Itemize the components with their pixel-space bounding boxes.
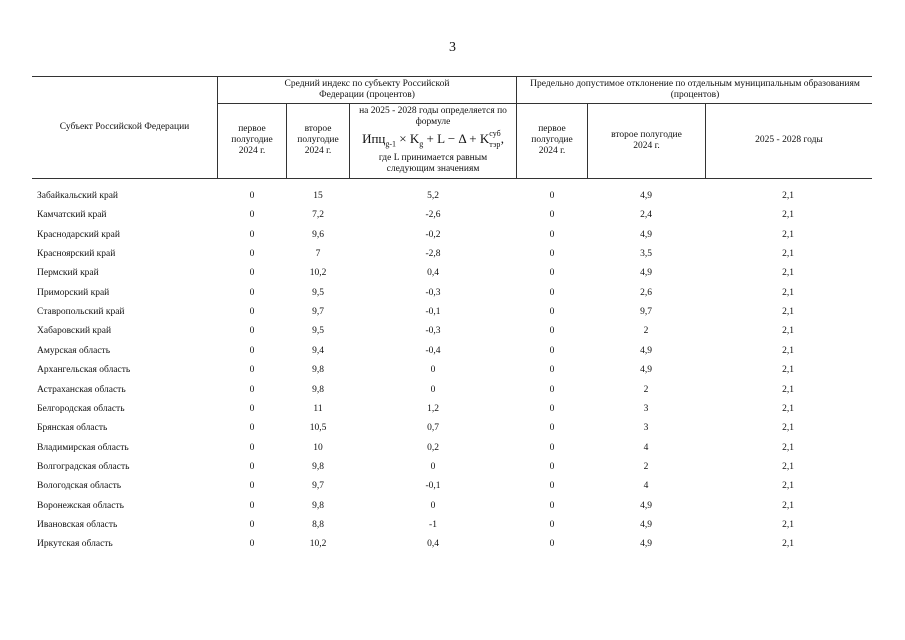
table-row (32, 343, 872, 362)
header-dev-h1: первое полугодие 2024 г. (531, 124, 573, 156)
row-value-a2: 9,5 (312, 326, 324, 337)
row-value-a1: 0 (249, 307, 255, 318)
table-row (32, 188, 872, 207)
row-value-d1: 0 (549, 539, 555, 550)
row-subject-name: Архангельская область (37, 365, 131, 376)
header-divider (516, 77, 517, 178)
row-value-a1: 0 (249, 500, 255, 511)
row-value-d3: 2,1 (782, 500, 794, 511)
row-value-a2: 10,2 (309, 539, 327, 550)
row-subject-name: Краснодарский край (37, 229, 120, 240)
row-value-d1: 0 (549, 403, 555, 414)
table-row (32, 517, 872, 536)
row-value-d1: 0 (549, 384, 555, 395)
header-avg-group: Средний индекс по субъекту Российской Федерации (процентов) (284, 79, 450, 100)
table-row (32, 207, 872, 226)
row-value-d3: 2,1 (782, 442, 794, 453)
row-value-a1: 0 (249, 365, 255, 376)
header-avg-h1: первое полугодие 2024 г. (231, 124, 273, 156)
row-value-d2: 4,9 (640, 229, 652, 240)
row-subject-name: Ивановская область (37, 519, 118, 530)
row-subject-name: Волгоградская область (37, 461, 130, 472)
row-value-d1: 0 (549, 229, 555, 240)
row-value-a2: 15 (313, 191, 323, 201)
row-subject-name: Вологодская область (37, 481, 122, 492)
row-value-l: -2,6 (425, 210, 441, 221)
row-value-a2: 9,8 (312, 500, 324, 511)
row-value-l: 0 (430, 461, 436, 472)
row-value-d1: 0 (549, 345, 555, 356)
row-value-a1: 0 (249, 403, 255, 414)
row-value-a1: 0 (249, 249, 255, 260)
row-value-d2: 4,9 (640, 365, 652, 376)
row-value-d2: 3,5 (640, 249, 652, 260)
row-value-d2: 3 (643, 423, 649, 434)
row-value-d3: 2,1 (782, 345, 794, 356)
row-value-a2: 10 (313, 442, 323, 453)
row-value-d3: 2,1 (782, 461, 794, 472)
row-value-d1: 0 (549, 519, 555, 530)
row-subject-name: Астраханская область (37, 384, 126, 395)
row-value-d2: 4,9 (640, 268, 652, 279)
row-value-a1: 0 (249, 384, 255, 395)
row-value-a2: 9,8 (312, 461, 324, 472)
table-row (32, 246, 872, 265)
row-value-l: 0 (430, 500, 436, 511)
row-value-d2: 4,9 (640, 191, 652, 201)
row-value-d2: 9,7 (640, 307, 652, 318)
header-avg-formula (350, 103, 516, 178)
row-subject-name: Амурская область (37, 345, 111, 356)
table-row (32, 265, 872, 284)
formula-expression: $Ипц_{g-1} \times K_g + L - \Delta + K^{суб}$ тэр, (362, 128, 504, 150)
row-value-d3: 2,1 (782, 249, 794, 260)
row-value-l: -0,2 (425, 229, 441, 240)
row-value-a1: 0 (249, 442, 255, 453)
formula-intro: на 2025 - 2028 годы определяется по формуле (359, 105, 507, 127)
row-subject-name: Иркутская область (37, 539, 113, 550)
table-row (32, 323, 872, 342)
row-value-a2: 9,6 (312, 229, 324, 240)
row-subject-name: Приморский край (37, 287, 110, 298)
row-value-d1: 0 (549, 326, 555, 337)
row-subject-name: Хабаровский край (37, 326, 112, 337)
row-value-d1: 0 (549, 307, 555, 318)
row-value-l: 0,7 (427, 423, 439, 434)
row-subject-name: Ставропольский край (37, 307, 125, 318)
row-value-d1: 0 (549, 481, 555, 492)
table-row (32, 420, 872, 439)
row-value-d2: 2,4 (640, 210, 652, 221)
row-value-d3: 2,1 (782, 287, 794, 298)
row-value-l: -1 (429, 519, 437, 530)
page-number: 3 (449, 40, 456, 55)
row-value-d3: 2,1 (782, 365, 794, 376)
row-value-d3: 2,1 (782, 423, 794, 434)
row-value-d2: 2 (643, 326, 649, 337)
row-value-d3: 2,1 (782, 403, 794, 414)
row-value-d1: 0 (549, 423, 555, 434)
header-dev-h2: второе полугодие 2024 г. (611, 129, 682, 151)
row-subject-name: Брянская область (37, 423, 108, 434)
row-value-d1: 0 (549, 365, 555, 376)
row-value-d2: 2 (643, 384, 649, 395)
row-value-l: 0,4 (427, 539, 439, 550)
row-value-d1: 0 (549, 287, 555, 298)
row-value-a2: 9,7 (312, 481, 324, 492)
row-subject-name: Белгородская область (37, 403, 125, 414)
row-value-a2: 7,2 (312, 210, 324, 221)
header-divider (286, 103, 287, 178)
row-value-d1: 0 (549, 500, 555, 511)
row-value-a2: 8,8 (312, 519, 324, 530)
row-value-a1: 0 (249, 287, 255, 298)
row-value-d2: 4,9 (640, 519, 652, 530)
row-value-l: -2,8 (425, 249, 441, 260)
row-value-a1: 0 (249, 229, 255, 240)
row-value-d3: 2,1 (782, 326, 794, 337)
row-value-a2: 9,7 (312, 307, 324, 318)
header-dev-period: 2025 - 2028 годы (755, 135, 823, 145)
row-value-d3: 2,1 (782, 481, 794, 492)
table-row (32, 498, 872, 517)
table-row (32, 440, 872, 459)
row-value-d1: 0 (549, 210, 555, 221)
header-avg-h2: второе полугодие 2024 г. (297, 124, 339, 156)
row-subject-name: Забайкальский край (37, 191, 118, 201)
row-value-a2: 9,8 (312, 384, 324, 395)
row-value-d2: 2 (643, 461, 649, 472)
row-value-d3: 2,1 (782, 307, 794, 318)
row-value-l: -0,4 (425, 345, 441, 356)
header-subject: Субъект Российской Федерации (59, 122, 190, 132)
row-value-a1: 0 (249, 326, 255, 337)
row-value-d2: 4,9 (640, 500, 652, 511)
row-value-a1: 0 (249, 461, 255, 472)
row-value-a1: 0 (249, 423, 255, 434)
row-value-a1: 0 (249, 345, 255, 356)
row-value-a2: 10,2 (309, 268, 327, 279)
row-value-d1: 0 (549, 442, 555, 453)
row-value-a2: 10,5 (309, 423, 327, 434)
header-dev-group: Предельно допустимое отклонение по отдельным муниципальным образованиям (процентов) (530, 79, 860, 100)
row-value-l: -0,3 (425, 326, 441, 337)
table-row (32, 536, 872, 555)
row-value-a1: 0 (249, 481, 255, 492)
row-value-d2: 4,9 (640, 345, 652, 356)
table-row (32, 459, 872, 478)
table-row (32, 227, 872, 246)
row-value-d2: 2,6 (640, 287, 652, 298)
row-value-l: -0,3 (425, 287, 441, 298)
row-value-d2: 3 (643, 403, 649, 414)
row-value-d2: 4,9 (640, 539, 652, 550)
row-value-l: 0 (430, 365, 436, 376)
row-value-a2: 7 (315, 249, 321, 260)
row-value-a2: 9,5 (312, 287, 324, 298)
row-value-d3: 2,1 (782, 384, 794, 395)
row-value-a2: 9,4 (312, 345, 324, 356)
header-divider (217, 77, 218, 178)
row-value-a1: 0 (249, 268, 255, 279)
row-subject-name: Красноярский край (37, 249, 116, 260)
row-subject-name: Воронежская область (37, 500, 124, 511)
row-value-d3: 2,1 (782, 268, 794, 279)
formula-note: где L принимается равным следующим значениям (378, 153, 488, 175)
row-value-d1: 0 (549, 268, 555, 279)
row-value-d2: 4 (643, 481, 649, 492)
row-value-l: 0,4 (427, 268, 439, 279)
row-value-d3: 2,1 (782, 229, 794, 240)
row-value-a1: 0 (249, 539, 255, 550)
table-row (32, 478, 872, 497)
table-header (32, 76, 872, 179)
row-value-d3: 2,1 (782, 210, 794, 221)
row-value-l: 0 (430, 384, 436, 395)
row-value-d3: 2,1 (782, 191, 794, 201)
table-row (32, 382, 872, 401)
table-row (32, 362, 872, 381)
row-value-d1: 0 (549, 461, 555, 472)
row-value-a1: 0 (249, 210, 255, 221)
row-subject-name: Пермский край (37, 268, 99, 279)
row-value-a2: 11 (313, 403, 323, 414)
table-row (32, 401, 872, 420)
row-value-d1: 0 (549, 191, 555, 201)
row-subject-name: Владимирская область (37, 442, 129, 453)
row-value-l: 5,2 (427, 191, 439, 201)
row-value-a1: 0 (249, 519, 255, 530)
row-value-l: 1,2 (427, 403, 439, 414)
row-value-l: -0,1 (425, 307, 441, 318)
row-value-d1: 0 (549, 249, 555, 260)
row-value-l: 0,2 (427, 442, 439, 453)
row-value-l: -0,1 (425, 481, 441, 492)
table-row (32, 285, 872, 304)
table-row (32, 304, 872, 323)
row-value-a2: 9,8 (312, 365, 324, 376)
row-subject-name: Камчатский край (37, 210, 107, 221)
row-value-a1: 0 (249, 191, 255, 201)
row-value-d3: 2,1 (782, 539, 794, 550)
row-value-d2: 4 (643, 442, 649, 453)
row-value-d3: 2,1 (782, 519, 794, 530)
